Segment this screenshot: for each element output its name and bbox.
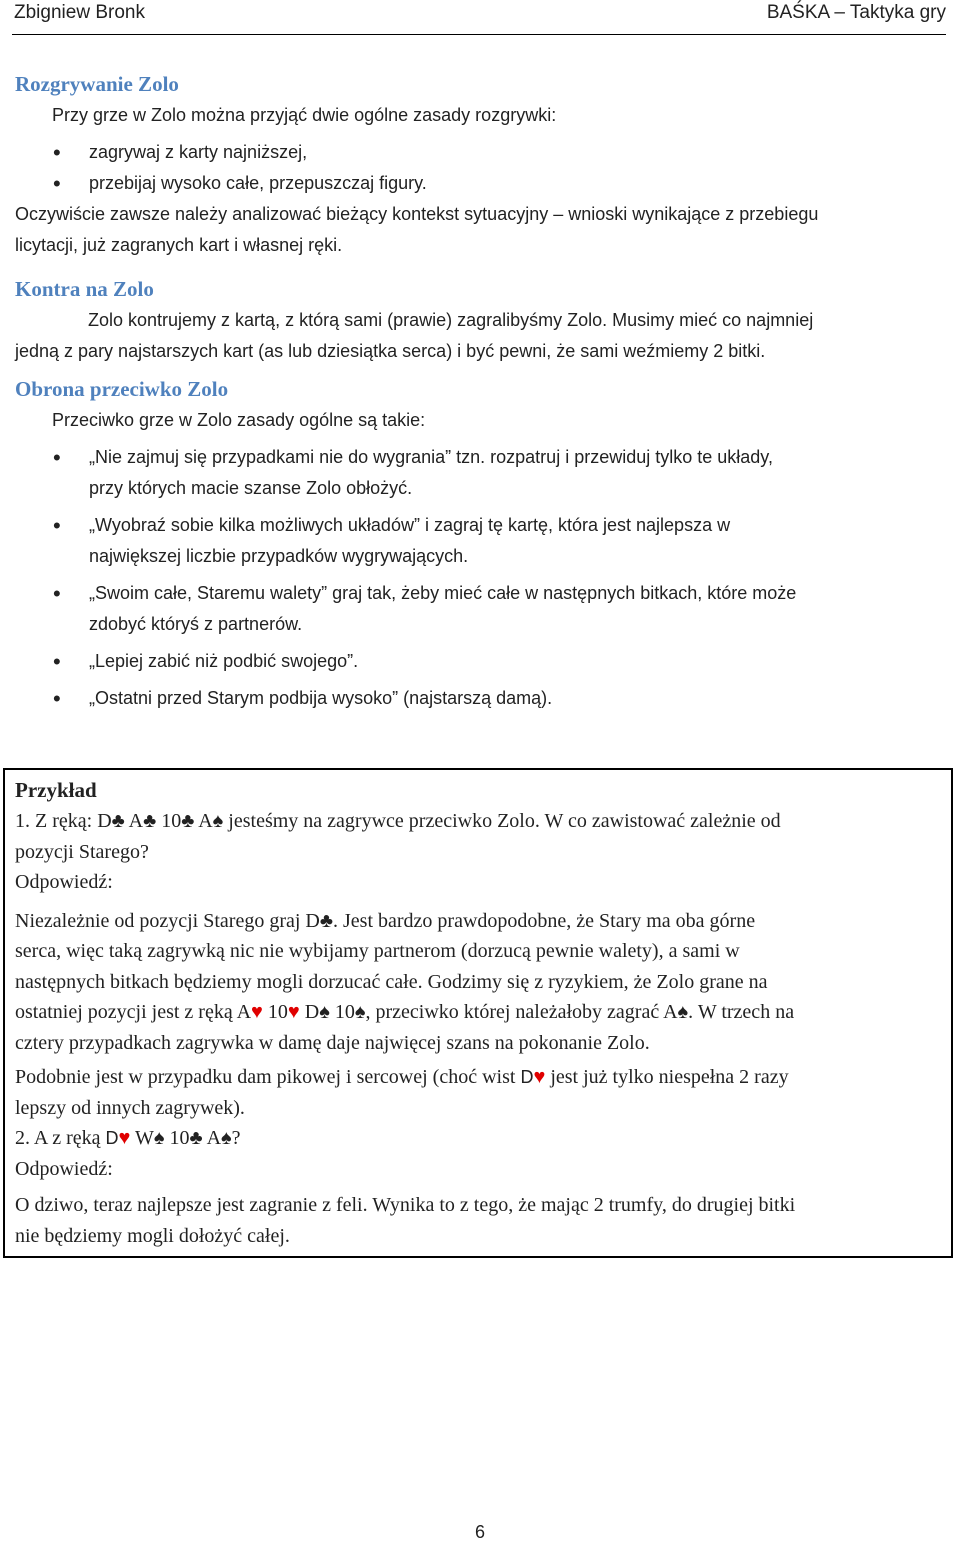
- paragraph: Zolo kontrujemy z kartą, z którą sami (prawie) zagralibyśmy Zolo. Musimy mieć co najmniej: [88, 310, 814, 330]
- question-1: 1. Z ręką: D♣ A♣ 10♣ A♠ jesteśmy na zagrywce przeciwko Zolo. W co zawistować zależnie od: [15, 810, 781, 832]
- heart-icon: ♥: [251, 1001, 263, 1023]
- bullet-list: [15, 137, 935, 199]
- bullet-icon: •: [53, 686, 61, 711]
- heart-icon: ♥: [287, 1001, 300, 1023]
- list-item: • przebijaj wysoko całe, przepuszczaj figury.: [15, 168, 935, 199]
- list-item: • zagrywaj z karty najniższej,: [15, 137, 935, 168]
- bullet-list: [15, 442, 935, 714]
- list-item: • „Ostatni przed Starym podbija wysoko” (najstarszą damą).: [15, 683, 935, 714]
- paragraph: Przeciwko grze w Zolo zasady ogólne są takie:: [52, 410, 426, 430]
- list-item: • „Swoim całe, Staremu walety” graj tak, żeby mieć całe w następnych bitkach, które może zdobyć któryś z partnerów.: [15, 578, 935, 646]
- list-item: • „Nie zajmuj się przypadkami nie do wygrania” tzn. rozpatruj i przewiduj tylko te układy, przy których macie szanse Zolo obłożyć.: [15, 442, 935, 510]
- example-title: Przykład: [15, 778, 97, 802]
- bullet-icon: •: [53, 445, 61, 470]
- bullet-icon: •: [53, 649, 61, 674]
- paragraph: Oczywiście zawsze należy analizować bieżący kontekst sytuacyjny – wnioski wynikające z przebiegu: [15, 204, 819, 224]
- paragraph: jedną z pary najstarszych kart (as lub dziesiątka serca) i być pewni, że sami weźmiemy 2 bitki.: [15, 341, 766, 361]
- bullet-icon: •: [53, 171, 61, 196]
- answer-label: Odpowiedź:: [15, 871, 113, 893]
- section-heading: Kontra na Zolo: [15, 277, 154, 301]
- list-item: • „Wyobraź sobie kilka możliwych układów” i zagraj tę kartę, która jest najlepsza w największej liczbie przypadków wygrywających.: [15, 510, 935, 578]
- list-item: • „Lepiej zabić niż podbić swojego”.: [15, 646, 935, 683]
- paragraph: licytacji, już zagranych kart i własnej ręki.: [15, 235, 343, 255]
- bullet-icon: •: [53, 581, 61, 606]
- paragraph: Przy grze w Zolo można przyjąć dwie ogólne zasady rozgrywki:: [52, 105, 557, 125]
- page-number: 6: [474, 1522, 485, 1542]
- section-heading: Rozgrywanie Zolo: [15, 72, 179, 96]
- bullet-icon: •: [53, 140, 61, 165]
- answer-label: Odpowiedź:: [15, 1157, 113, 1180]
- author-name: Zbigniew Bronk: [14, 2, 145, 23]
- main-content: [15, 68, 935, 714]
- document-title: BAŚKA – Taktyka gry: [766, 2, 946, 23]
- question-2: 2. A z ręką D♥ W♠ 10♣ A♠?: [15, 1127, 241, 1149]
- page-header: [12, 0, 946, 35]
- answer-2: O dziwo, teraz najlepsze jest zagranie z feli. Wynika to z tego, że mając 2 trumfy, do drugiej bitki: [15, 1194, 796, 1216]
- section-heading: Obrona przeciwko Zolo: [15, 377, 229, 401]
- heart-icon: ♥: [118, 1127, 131, 1149]
- example-box: Przykład 1. Z ręką: D♣ A♣ 10♣ A♠ jesteśmy na zagrywce przeciwko Zolo. W co zawistować zależnie od pozycji Starego? Odpowiedź: Niezależnie od pozycji Starego graj D♣. Jest bardzo prawdopodobne, że Stary ma oba górne serca, więc taką zagrywką nic nie wybijamy partnerom (dorzucą pewnie walety), a sami w następnych bitkach będziemy mogli dorzucać całe. Godzimy się z ryzykiem, że Zolo grane na ostatniej pozycji jest z ręką A♥ 10♥ D♠ 10♠, przeciwko której należałoby zagrać A♠. W trzech na cztery przypadkach zagrywka w damę daje najwięcej szans na pokonanie Zolo. Podobnie jest w przypadku dam pikowej i sercowej (choć wist D♥ jest już tylko niespełna 2 razy lepszy od innych zagrywek). 2. A z ręką D♥ W♠ 10♣ A♠? Odpowiedź: O dziwo, teraz najlepsze jest zagranie z feli. Wynika to z tego, że mając 2 trumfy, do drugiej bitki nie będziemy mogli dołożyć całej.: [3, 768, 953, 1258]
- bullet-icon: •: [53, 513, 61, 538]
- answer-1: Niezależnie od pozycji Starego graj D♣. Jest bardzo prawdopodobne, że Stary ma oba górne: [15, 909, 756, 932]
- heart-icon: ♥: [533, 1066, 546, 1088]
